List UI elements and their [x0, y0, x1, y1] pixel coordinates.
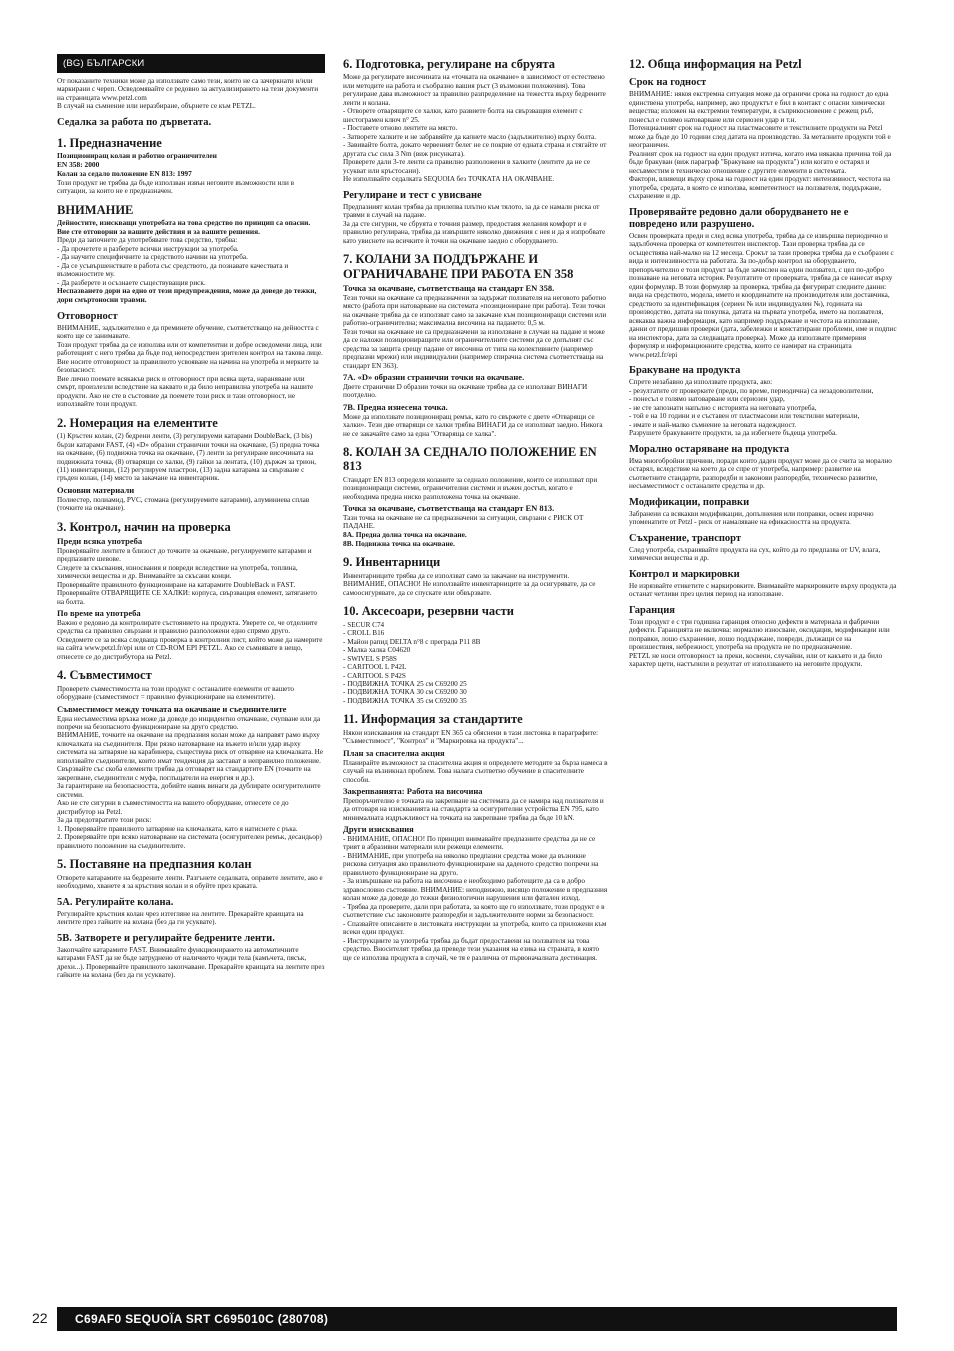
accessories-list: - SECUR C74 - CROLL B16 - Майон рапид DELTA n°8 с преграда P11 8B - Малка халка C04620 - SWIVEL S P58S - CARITOOL L P42L - CARITOOL S P42S - ПОДВИЖНА ТОЧКА 25 см C69200 25 - ПОДВИЖНА ТОЧКА 30 см C69200 30 - ПОДВИЖНА ТОЧКА 35 см C69200 35: [343, 620, 481, 705]
section-9-text: Инвентарниците трябва да се използват само за закачане на инструменти. ВНИМАНИЕ, ОПАСНО! Не използвайте инвентарниците за да осигурявате, да се самоосигурявате, да се спускате или обвързвате.: [343, 571, 596, 597]
guarantee-title: Гаранция: [629, 604, 675, 616]
section-11-text: Някои изискавания на стандарт EN 365 са обяснени в тази листовка в параграфите: "Съвместимост", "Контрол" и "Маркировка на продукта"...: [343, 728, 599, 746]
storage-title: Съхранение, транспорт: [629, 532, 742, 544]
intro-text: От показаните техники може да използвате само тези, които не са зачеркнати и/или маркирани с череп. Осведомявайте се редовно за актуализирането на тези документи на страницата www.petzl.com В случай на съмнение или неразбиране, обърнете се към PETZL.: [57, 77, 319, 111]
responsibility-text: ВНИМАНИЕ, задължително е да преминете обучение, съответстващо на дейността с която ще се занимавате. Този продукт трябва да се използва или от компетентни и добре осведомени лица, или работещият с него трябва да бъде под непосредствен зрителен контрол на такова лице. Вие носите отговорност за правилното усвояване на начина на употреба и мерките за безопасност. Вие лично поемате всякакъв риск и отговорност при всяка щета, нараняване или смърт, произлезли вследствие на каквато и да било неправилна употреба на нашите продукти. Ако не сте в състояние да поемете този риск и тази отговорност, не използвайте този продукт.: [57, 323, 323, 409]
section-4-title: 4. Съвместимост: [57, 668, 152, 683]
warning-bold-2: Неспазването дори на едно от тези предупреждения, може да доведе до тежки, дори смъртоносни травми.: [57, 286, 317, 305]
compat-connectors-title: Съвместимост между точката на окачване и съединителите: [57, 703, 287, 714]
retirement-text: Спрете незабавно да използвате продукта, ако: - резултатите от проверките (преди, по време, периодична) са незадоволителни, - понесъл е голямо натоварване или сериозен удар, - не сте запознати напълно с историята на неговата употреба, - той е на 10 години и е съставен от пластмасови или текстилни материали, - имате и най-малко съмнение за неговата надеждност. Разрушете бракуваните продукти, за да избегнете бъдеща употреба.: [629, 378, 874, 438]
warning-text: Преди да започнете да употребявате това средство, трябва: - Да прочетете и разберете всички инструкции за употреба. - Да научите специфичните за средството начини на употреба. - Да се усъвършенствате в работа със средството, да познавате качествата и възможностите му. - Да разберете и осъзнаете съществуващия риск.: [57, 236, 289, 287]
page-footer: [0, 1307, 954, 1331]
suspension-test-text: Предпазният колан трябва да прилепва плътно към тялото, за да се намали риска от травми в случай на падане. За да сте сигурни, че сбруята е точния размер, предоставя желания комфорт и е правилно регулирана, трябва да извършите няколко движения с нея и да я изпробвате като увиснете на всичките ѝ точки на окачване заедно с оборудването.: [343, 202, 606, 245]
section-7-text: Тези точки на окачване са предназначени за задържат ползвателя на неговото работно място (работа при натоварване на системата «позициониране при работа). Тези точки на окачване трябва да се използват само за закачане към позициониращи системи или работно-ограничителна; максимална височина на падането: 0,5 м. Тези точки на окачване не са предназначени за използване в случаи на падане и може да се наложи позициониращите или ограничителните системи да се допълнят със средства за защита срещу падане от височина от типа на колективните (например предпазни мрежи) или индивидуални (например спирачна система съответстваща на стандарт EN 363).: [343, 293, 607, 370]
product-subtitle: Седалка за работа по дърветата.: [57, 116, 212, 128]
document-reference: C69AF0 SEQUOÏA SRT C695010C (280708): [57, 1307, 897, 1331]
section-6-title: 6. Подготовка, регулиране на сбруята: [343, 57, 556, 71]
warning-title: ВНИМАНИЕ: [57, 202, 134, 217]
lifetime-title: Срок на годност: [629, 77, 707, 89]
section-12-title: 12. Обща информация на Petzl: [629, 57, 802, 71]
lifetime-text: ВНИМАНИЕ: някоя екстремна ситуация може да ограничи срока на годност до една единствена употреба, например, ако продуктът е бил в контакт с опасни химически вещества; изложен на екстремни температури, в съприкосновение с режещ ръб, понесъл е голямо натоварване или сериозен удар и т.н. Потенциалният срок на годност на пластмасовите и текстилните продукти на Petzl може да бъде до 10 години след датата на производство. За металните продукти той е неограничен. Реалният срок на годност на един продукт изтича, когато има някаква причина той да бъде бракуван (виж параграф "Бракуване на продукта") или когато е остарял и несъвместим в техническо отношение с другите елементи в системата. Фактори, влияещи върху срока на годност на един продукт: интензивност, честота на употреба, средата, в която се използва, компетентност на ползвателя, поддържане, съхранение и др.: [629, 90, 892, 201]
inspection-text: Освен проверката преди и след всяка употреба, трябва да се извършва периодично и задълбочена проверка от компетентен инспектор. Тази проверка трябва да се осъществява най-малко на 12 месеца. Срокът за тази проверка трябва да е съобразен с вида и интензивността на работата. За по-добър контрол на оборудването, препоръчително е този продукт за бъде зачислен на един ползвател, с цел по-добро познаване на неговата история. Резултатите от проверката, трябва да се нанесат върху един формуляр. В този формуляр за проверка, трябва да фигурират следните данни: вида на средството, модела, името и координатите на производителя или доставчика, средството за идентификация (сериен № или индивидуален №), годината на производство, датата на покупка, датата на първата употреба, името на ползвателя, всякаква важна информация, като например поддържане и честота на използване, данни от предишни проверки (дата, забележки и констатирани проблеми, име и подпис на инспектора, дата за следващата проверка). Може да използвате примерния формуляр и информационните средства, които се намират на страницата www.petzl.fr/epi: [629, 231, 897, 359]
rescue-plan-title: План за спасителна акция: [343, 747, 445, 758]
section-11-title: 11. Информация за стандартите: [343, 712, 523, 727]
marking-title: Контрол и маркировки: [629, 568, 740, 580]
inspection-title: Проверявайте редовно дали оборудването не е повредено или разрушено.: [629, 206, 849, 230]
before-use-text: Проверявайте лентите в близост до точките за окачване, регулируемите катарами и предпазните шевове. Следете за скъсвания, износвания и повреди вследствие на употреба, топлина, химически вещества и др. Внимавайте за скъсани конци. Проверявайте правилното функциониране на катарамите DoubleBack и FAST. Проверявайте ОТВАРЯЩИТЕ СЕ ХАЛКИ: корпуса, свързващия елемент, затягането на болта.: [57, 546, 317, 606]
section-5b-title: 5В. Затворете и регулирайте бедрените ленти.: [57, 932, 275, 944]
materials-title: Основни материали: [57, 484, 135, 495]
section-2-text: (1) Кръстен колан, (2) бедрени ленти, (3) регулируеми катарами DoubleBack, (3 bis) бързи катарами FAST, (4) «D» образни странични точки на окачване, (5) предна точка на окачване, (6) подвижна точка на окачване, (7) ленти за регулиране височината на подвижната точка, (8) отварящи се халки, (9) гайки за лентата, (10) държач за трион, (11) инвентарници, (12) регулируем пластрон, (13) задна катарама за свързване с гръден колан, (14) място за закачане на инвентарник.: [57, 432, 320, 483]
anchors-text: Препоръчително е точката на закрепване на системата да се намира над ползвателя и да отговаря на изискванията на стандарта за осигурителни устройства EN 795, като минималната издръжливост на точката на закрепване трябва да бъде 10 kN.: [343, 796, 604, 822]
section-5b-text: Закопчайте катарамите FAST. Внимавайте функционирането на автоматичните катарами FAST да не бъде затруднено от наличието чужди тела (камъчета, пясък, дрехи...). Проверявайте правилното закопчаване. Прекарайте краищата на лентите през гайките на колана (без да ги усуквате).: [57, 945, 325, 980]
section-3-title: 3. Контрол, начин на проверка: [57, 519, 231, 534]
section-1-title: 1. Предназначение: [57, 136, 162, 150]
compat-connectors-text: Една несъвместима връзка може да доведе до инцидентно откачване, счупване или да попречи на безопасното функциониране на друго средство. ВНИМАНИЕ, точките на окачване на предпазния колан може да направят рамо върху ключалката на съединителя. При рязко натоварване на въжето и/или удар върху системата на затваряне на карабинера, съществува риск от отваряне на ключалката. Не използвайте съединители, които имат тенденция да застават в неправилно положение. Свързвайте със скоба елементи трябва да отговарят на стандартите EN (точките на закрепване, съединители с муфа, поглъщатели на енергия и др.). За гарантиране на безопасността, добийте навик винаги да дублирате осигурителните системи. Ако не сте сигурни в съвместимостта на вашето оборудване, отнесете се до дистрибутор на Petzl. За да предотвратите този риск: 1. Проверявайте правилното затваряне на ключалката, като я натиснете с ръка. 2. Проверявайте при всяко натоварване на системата (осигурителен ремък, десандьор) правилното положение на съединителите.: [57, 714, 324, 850]
section-7b-text: Може да използвате позициониращ ремък, като го свържете с двете «Отварящи се халки». Тези две отварящи се халки трябва ВИНАГИ да се използват заедно. Никога не се закачайте само за една "Отваряща се халка".: [343, 412, 603, 438]
responsibility-title: Отговорност: [57, 310, 118, 322]
modifications-title: Модификации, поправки: [629, 496, 750, 508]
obsolescence-title: Морално остаряване на продукта: [629, 443, 790, 455]
section-8-title: 8. КОЛАН ЗА СЕДНАЛО ПОЛОЖЕНИЕ EN 813: [343, 444, 597, 474]
section-5a-text: Регулирайте кръстния колан чрез изтегляне на лентите. Прекарайте краищата на лентите през гайките на колана (без да ги усуквате).: [57, 909, 304, 927]
section-4-text: Проверете съвместимостта на този продукт с останалите елементи от вашето оборудване (съвместимост = правилно функциониране на елементите).: [57, 684, 294, 702]
section-1-text: Този продукт не трябва да бъде използван извън неговите възможности или в ситуации, за които не е предназначен.: [57, 178, 295, 196]
en358-point-title: Точка за окачване, съответстваща на стандарт EN 358.: [343, 282, 555, 293]
before-use-title: Преди всяка употреба: [57, 536, 143, 547]
column-2: [343, 54, 609, 962]
column-1: [57, 54, 325, 980]
language-label: (BG) БЪЛГАРСКИ: [57, 54, 325, 73]
modifications-text: Забранени са всякакви модификации, допълнения или поправки, освен изрично упоменатите от Petzl - риск от намаляване на ефикасността на продукта.: [629, 509, 874, 527]
section-7-title: 7. КОЛАНИ ЗА ПОДДЪРЖАНЕ И ОГРАНИЧАВАНЕ ПРИ РАБОТА EN 358: [343, 252, 574, 281]
materials-text: Полиестер, полиамид, PVC, стомана (регулируемите катарами), алуминиева сплав (точките на окачване).: [57, 495, 310, 513]
obsolescence-text: Има многобройни причини, поради които даден продукт може да се счита за морално остарял, вследствие на което да се спре от употреба, например: развитие на съответните стандарти, разпоредби и законови разпоредби, техническо развитие, несъвместимост с останалите средства и др.: [629, 456, 892, 491]
other-requirements-title: Други изисквания: [343, 824, 414, 835]
marking-text: Не изрязвайте етикетите с маркировките. Внимавайте маркировките върху продукта да останат четливи през целия период на използване.: [629, 581, 897, 599]
section-5-title: 5. Поставяне на предпазния колан: [57, 857, 252, 872]
during-use-text: Важно е редовно да контролирате състоянието на продукта. Уверете се, че отделните средства са правилно свързани и правилно разположени едно спрямо друго. Осведомете се за всяка следваща проверка в контролния лист, който може да намерите на сайта www.petzl.fr/epi или от CD-ROM EPI PETZL. Ако се съмнявате в нещо, отнесете се до дистрибутора на Petzl.: [57, 618, 323, 661]
section-2-title: 2. Номерация на елементите: [57, 415, 218, 430]
page-number: 22: [32, 1310, 48, 1326]
suspension-test-title: Регулиране и тест с увисване: [343, 189, 482, 201]
section-7b-title: 7В. Предна изнесена точка.: [343, 401, 448, 412]
en813-point-title: Точка за окачване, съответстваща на стандарт EN 813.: [343, 503, 555, 514]
section-5a-title: 5А. Регулирайте колана.: [57, 896, 174, 908]
retirement-title: Бракуване на продукта: [629, 365, 741, 377]
section-9-title: 9. Инвентарници: [343, 555, 441, 570]
section-7a-text: Двете странични D образни точки на окачване трябва да се използват ВИНАГИ поотделно.: [343, 382, 588, 400]
en813-point-text: Тази точка на окачване не са предназначени за ситуации, свързани с РИСК ОТ ПАДАНЕ.: [343, 513, 584, 531]
section-1-standards: Позициониращ колан и работно ограничителен EN 358: 2000 Колан за седало положение EN 813: 1997: [57, 151, 217, 178]
section-8-text: Стандарт EN 813 определя коланите за седнало положение, които се използват при позициониращи системи, ограничителни системи и въжен достъп, когато е необходима предна ниско разположена точка на окачване.: [343, 475, 598, 501]
section-5-text: Отворете катарамите на бедрените ленти. Разгънете седалката, оправете лентите, ако е необходимо, хванете я за кръстния колан и я обуйте през краката.: [57, 873, 323, 891]
during-use-title: По време на употреба: [57, 608, 141, 619]
rescue-plan-text: Планирайте възможност за спасителна акция и определете методите за бърза намеса в случай на възникнал проблем. Това налага съответно обучение в спасителните способи.: [343, 758, 608, 784]
section-7a-title: 7А. «D» образни странични точки на окачване.: [343, 372, 525, 383]
other-requirements-text: - ВНИМАНИЕ, ОПАСНО! По принцип внимавайте предпазните средства да не се трият в абразивни материали или режещи елементи. - ВНИМАНИЕ, при употреба на няколко предпазни средства може да възникне рискова ситуация ако правилното функциониране на даденото средство попречи на правилното функциониране на друго. - За извършване на работа на височина е необходимо работещите да са в добро здравословно състояние. ВНИМАНИЕ: неподвижно, висящо положение в предпазния колан може да доведе до тежки физиологични нарушения или фатален изход. - Трябва да проверите, дали при работата, за която ще го използвате, този продукт е в съответствие със законовите разпоредби и задължителните норми за безопасност. - Спазвайте описаните в листовката инструкции за употреба, които са приложени към всеки един продукт. - Инструкциите за употреба трябва да бъдат предоставени на ползвателя на това средство. Вносителят трябва да преведе тези указания на езика на страната, в която ще се използва продукта в случай, че тя е различна от първоначалната дестинация.: [343, 834, 608, 962]
anchors-title: Закрепванията: Работа на височина: [343, 786, 483, 796]
warning-bold: Дейностите, изискващи употребата на това средство по принцип са опасни. Вие сте отговорни за вашите действия и за вашите решения.: [57, 217, 311, 236]
storage-text: След употреба, съхранявайте продукта на сух, който да го предпазва от UV, влага, химически вещества и др.: [629, 545, 881, 563]
section-10-title: 10. Аксесоари, резервни части: [343, 604, 515, 619]
section-6-text: Може да регулирате височината на «точката на окачване» в зависимост от естествено или методите на работа и съобразно вашия ръст (3 възможни положения). Това регулиране дава възможност за правилно разпределение на тежестта върху бедрените ленти и колана. - Отворете отварящите се халки, като развиете болта на свързващия елемент с шестограмен ключ n° 25. - Поставете отново лентите на място. - Затворете халките и не забравяйте да капнете масло (задължително) върху болта. - Завивайте болта, докато червеният белег не се покрие от едната страна и стягайте от другата със сила 3 Nm (виж рисунката). Проверете дали 3-те ленти са правилно разположени в халките (лентите да не се усукват или кръстосани). Не използвайте седалката SEQUOIA без ТОЧКАТА НА ОКАЧВАНЕ.: [343, 73, 607, 184]
column-3: [629, 54, 897, 669]
guarantee-text: Този продукт е с три годишна гаранция относно дефекти в материала и фабрични дефекти. Гаранцията не включва: нормално износване, оксидация, модификации или поправки, лошо съхранение, лошо поддържане, повреди, дължащи се на произшествия, небрежност, употреба на продукта не по предназначение. PETZL не носи отговорност за преки, косвени, случайни, или от какъвто и да било характер щети, настъпили в резултат от използването на неговите продукти.: [629, 617, 890, 669]
section-8ab: 8A. Предна долна точка на окачване. 8B. Подвижна точка на окачване.: [343, 529, 467, 548]
